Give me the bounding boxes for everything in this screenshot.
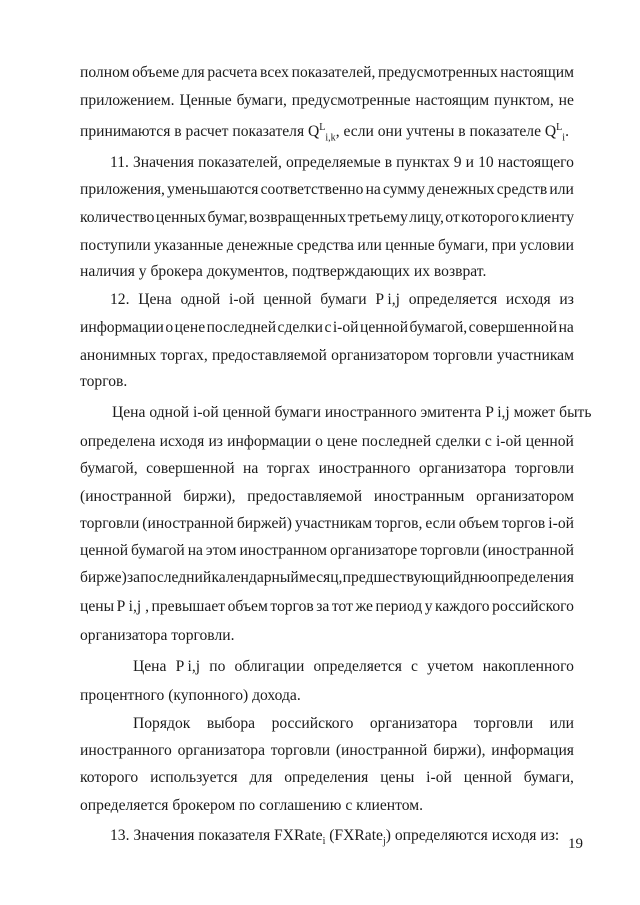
text-line: наличия у брокера документов, подтверждающих их возврат. — [80, 263, 487, 280]
word: последней — [361, 433, 432, 450]
word: на — [365, 181, 381, 198]
word: торгов — [501, 515, 546, 532]
word: торговли — [420, 542, 480, 559]
word: бумагой — [131, 542, 185, 559]
word: (иностранной — [80, 488, 172, 505]
word: которого — [80, 769, 139, 786]
word: иностранного — [318, 460, 411, 477]
word: или — [357, 237, 382, 254]
word: ценных — [155, 209, 207, 226]
word: средства — [296, 237, 354, 254]
word: приложения, — [80, 181, 165, 198]
word: организатора — [369, 715, 458, 732]
text-line — [80, 91, 574, 111]
word: исходя — [159, 433, 205, 450]
word: для — [249, 769, 273, 786]
word: участникам — [496, 347, 574, 364]
word: на — [187, 542, 203, 559]
text-line — [133, 657, 574, 677]
word: которого — [461, 209, 520, 226]
word: денежные — [226, 237, 294, 254]
word: торгах — [266, 460, 311, 477]
word: ценной — [263, 291, 312, 308]
text-line: Цена одной i-ой ценной бумаги иностранного эмитента P i,j может быть — [112, 404, 592, 421]
word: и — [465, 154, 474, 171]
word: период — [375, 598, 423, 615]
word: на — [558, 319, 574, 336]
word: организатора — [177, 742, 265, 759]
word: каждого — [435, 598, 490, 615]
word: организатором — [476, 488, 574, 505]
word: 11. — [110, 154, 129, 171]
word: превышает — [151, 598, 226, 615]
word: иностранном — [239, 542, 328, 559]
word: ценной — [463, 769, 512, 786]
word: бумаги, — [236, 92, 287, 109]
text-line — [80, 318, 574, 338]
word: торгах, — [160, 347, 208, 364]
word: торговли — [433, 347, 493, 364]
word: определяется — [313, 658, 402, 675]
word: одной — [180, 291, 221, 308]
text-line: принимаются в расчет показателя $Q^L_{i,k}$, если они учтены в показателе $Q^L_i$. — [80, 122, 569, 144]
word: о — [165, 319, 174, 336]
word: количество — [80, 209, 155, 226]
word: настоящим — [500, 64, 574, 81]
word: на — [243, 460, 259, 477]
word: совершенной — [146, 460, 235, 477]
text-line — [80, 432, 574, 452]
text-line — [133, 714, 574, 734]
word: с — [411, 658, 418, 675]
word: у — [424, 598, 433, 615]
word: Цена — [138, 291, 172, 308]
word: организатора — [418, 460, 507, 477]
word: объем — [227, 598, 268, 615]
word: из — [559, 291, 574, 308]
text-line — [110, 153, 574, 173]
word: о — [315, 433, 323, 450]
word: иностранным — [373, 488, 465, 505]
word: Значения — [132, 154, 195, 171]
word: Цена — [133, 658, 167, 675]
word: ценные — [385, 237, 435, 254]
word: ценной — [359, 319, 409, 336]
text-line: процентного (купонного) дохода. — [80, 687, 301, 704]
text-line — [80, 459, 574, 479]
word: бумагой, — [409, 319, 468, 336]
word: пунктом, — [494, 92, 554, 109]
text-line: определяется брокером по соглашению с клиентом. — [80, 797, 423, 814]
word: объеме — [132, 64, 180, 81]
word: определяемые — [285, 154, 381, 171]
word: информации — [80, 319, 164, 336]
word: биржи), — [433, 742, 486, 759]
word: определяется — [408, 291, 498, 308]
word: сумму — [383, 181, 425, 198]
word: настоящим — [415, 92, 490, 109]
text-line — [80, 346, 574, 366]
word: P i,j — [375, 291, 400, 308]
word: поступили — [80, 237, 151, 254]
word: Ценные — [179, 92, 232, 109]
word: 12. — [110, 291, 130, 308]
text-line — [80, 597, 574, 617]
text-line — [80, 208, 574, 228]
word: Порядок — [133, 715, 191, 732]
word: третьему — [347, 209, 408, 226]
word: цены — [380, 769, 415, 786]
word: P i,j — [175, 658, 201, 675]
word: предшествующий — [342, 569, 462, 586]
word: используется — [150, 769, 238, 786]
word: организаторе — [329, 542, 418, 559]
word: последней — [206, 319, 277, 336]
word: месяц, — [298, 569, 343, 586]
word: предоставляемой — [212, 347, 327, 364]
word: торгов — [270, 598, 314, 615]
page-number: 19 — [568, 836, 583, 852]
text-line — [80, 63, 574, 83]
word: клиенту — [520, 209, 574, 226]
text-line — [80, 514, 574, 534]
word: российского — [271, 715, 354, 732]
word: или — [549, 715, 574, 732]
word: торгов, — [375, 515, 423, 532]
word: иностранного — [80, 742, 172, 759]
word: участникам — [294, 515, 373, 532]
word: i-ой — [426, 769, 452, 786]
word: в — [384, 154, 393, 171]
text-line — [80, 741, 574, 761]
word: информация — [491, 742, 574, 759]
word: полном — [80, 64, 130, 81]
word: объем — [458, 515, 499, 532]
word: организатором — [331, 347, 429, 364]
word: возвращенных — [249, 209, 347, 226]
word: по — [209, 658, 226, 675]
word: лицу, — [409, 209, 444, 226]
word: если — [425, 515, 456, 532]
word: цене — [327, 433, 358, 450]
word: определена — [80, 433, 156, 450]
word: определения — [489, 569, 574, 586]
word: всех — [260, 64, 289, 81]
word: исходя — [505, 291, 551, 308]
word: условии — [519, 237, 574, 254]
word: i-ой — [332, 319, 359, 336]
word: учетом — [427, 658, 474, 675]
word: предусмотренные — [291, 92, 411, 109]
word: 9 — [453, 154, 462, 171]
word: выбора — [206, 715, 256, 732]
word: предоставляемой — [247, 488, 363, 505]
word: дню — [461, 569, 490, 586]
word: бумаг, — [207, 209, 248, 226]
word: торговли — [473, 715, 534, 732]
word: облигации — [234, 658, 305, 675]
word: показателей, — [198, 154, 282, 171]
word: за — [316, 598, 330, 615]
word: совершенной — [468, 319, 558, 336]
word: бумагой, — [80, 460, 138, 477]
text-line — [80, 487, 574, 507]
word: ценной — [525, 433, 574, 450]
word: из — [208, 433, 223, 450]
word: информации — [227, 433, 311, 450]
word: при — [491, 237, 517, 254]
word: торговли — [80, 515, 140, 532]
word: бумаги — [320, 291, 367, 308]
word: за — [126, 569, 141, 586]
word: российского — [492, 598, 574, 615]
text-line: торгов. — [80, 373, 128, 390]
word: или — [549, 181, 574, 198]
word: анонимных — [80, 347, 157, 364]
word: ценной — [80, 542, 129, 559]
word: i-ой — [548, 515, 574, 532]
word: P i,j , — [116, 598, 149, 615]
word: определения — [284, 769, 369, 786]
word: (иностранной — [335, 742, 428, 759]
text-line — [80, 768, 574, 788]
text-line: организатора торговли. — [80, 627, 235, 644]
word: указанные — [154, 237, 224, 254]
word: i-ой — [228, 291, 255, 308]
word: этом — [205, 542, 237, 559]
word: бирже) — [80, 569, 127, 586]
word: показателей, — [291, 64, 376, 81]
word: предусмотренных — [378, 64, 498, 81]
word: накопленного — [482, 658, 574, 675]
word: денежных — [427, 181, 495, 198]
word: средств — [496, 181, 548, 198]
word: i-ой — [495, 433, 522, 450]
word: последний — [140, 569, 212, 586]
text-line — [80, 568, 574, 588]
word: расчета — [207, 64, 258, 81]
word: (иностранной — [482, 542, 574, 559]
word: цены — [80, 598, 115, 615]
word: соответственно — [260, 181, 364, 198]
word: биржи), — [183, 488, 236, 505]
word: тот — [331, 598, 353, 615]
text-line — [80, 236, 574, 256]
word: биржей) — [236, 515, 292, 532]
word: же — [355, 598, 373, 615]
text-line — [110, 290, 574, 310]
word: настоящего — [497, 154, 574, 171]
text-line — [80, 180, 574, 200]
word: торговли — [270, 742, 331, 759]
text-line — [80, 541, 574, 561]
word: бумаги, — [438, 237, 489, 254]
word: (иностранной — [142, 515, 234, 532]
word: 10 — [478, 154, 494, 171]
word: торговли — [514, 460, 574, 477]
word: цене — [174, 319, 206, 336]
word: для — [181, 64, 205, 81]
word: приложением. — [80, 92, 175, 109]
word: сделки — [277, 319, 324, 336]
word: календарный — [211, 569, 299, 586]
word: уменьшаются — [167, 181, 259, 198]
text-line: 13. Значения показателя FXRate$_i$ (FXRate$_j$) определяются исходя из: — [110, 827, 560, 848]
word: бумаги, — [523, 769, 574, 786]
word: от — [445, 209, 460, 226]
word: пунктах — [396, 154, 450, 171]
word: с — [324, 319, 332, 336]
word: сделки — [435, 433, 481, 450]
word: с — [484, 433, 492, 450]
word: не — [558, 92, 574, 109]
